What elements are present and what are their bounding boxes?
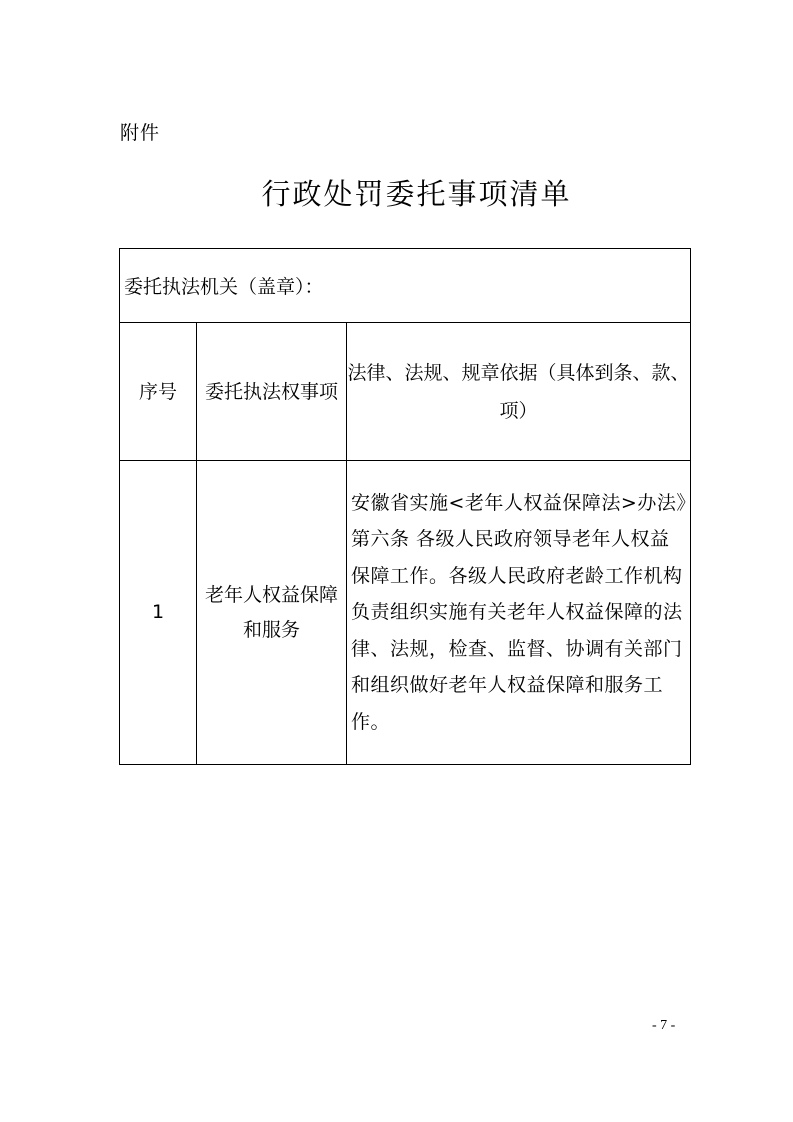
table-row <box>120 461 691 765</box>
header-item: 委托执法权事项 <box>197 323 347 461</box>
attachment-label: 附件 <box>120 122 161 144</box>
entrust-matters-table <box>119 248 691 765</box>
row-basis: 安徽省实施<老年人权益保障法>办法》第六条 各级人民政府领导老年人权益保障工作。各级人民政府老龄工作机构负责组织实施有关老年人权益保障的法律、法规，检查、监督、协调有关部门和组织做好老年人权益保障和服务工作。 <box>347 461 691 765</box>
header-seq: 序号 <box>120 323 197 461</box>
agency-row <box>120 249 691 323</box>
agency-label: 委托执法机关（盖章）： <box>120 249 691 323</box>
row-item: 老年人权益保障和服务 <box>197 461 347 765</box>
table-header-row <box>120 323 691 461</box>
header-basis: 法律、法规、规章依据（具体到条、款、项） <box>347 323 691 461</box>
row-seq: 1 <box>120 461 197 765</box>
document-title: 行政处罚委托事项清单 <box>261 177 572 211</box>
page-number: - 7 - <box>652 1018 676 1033</box>
